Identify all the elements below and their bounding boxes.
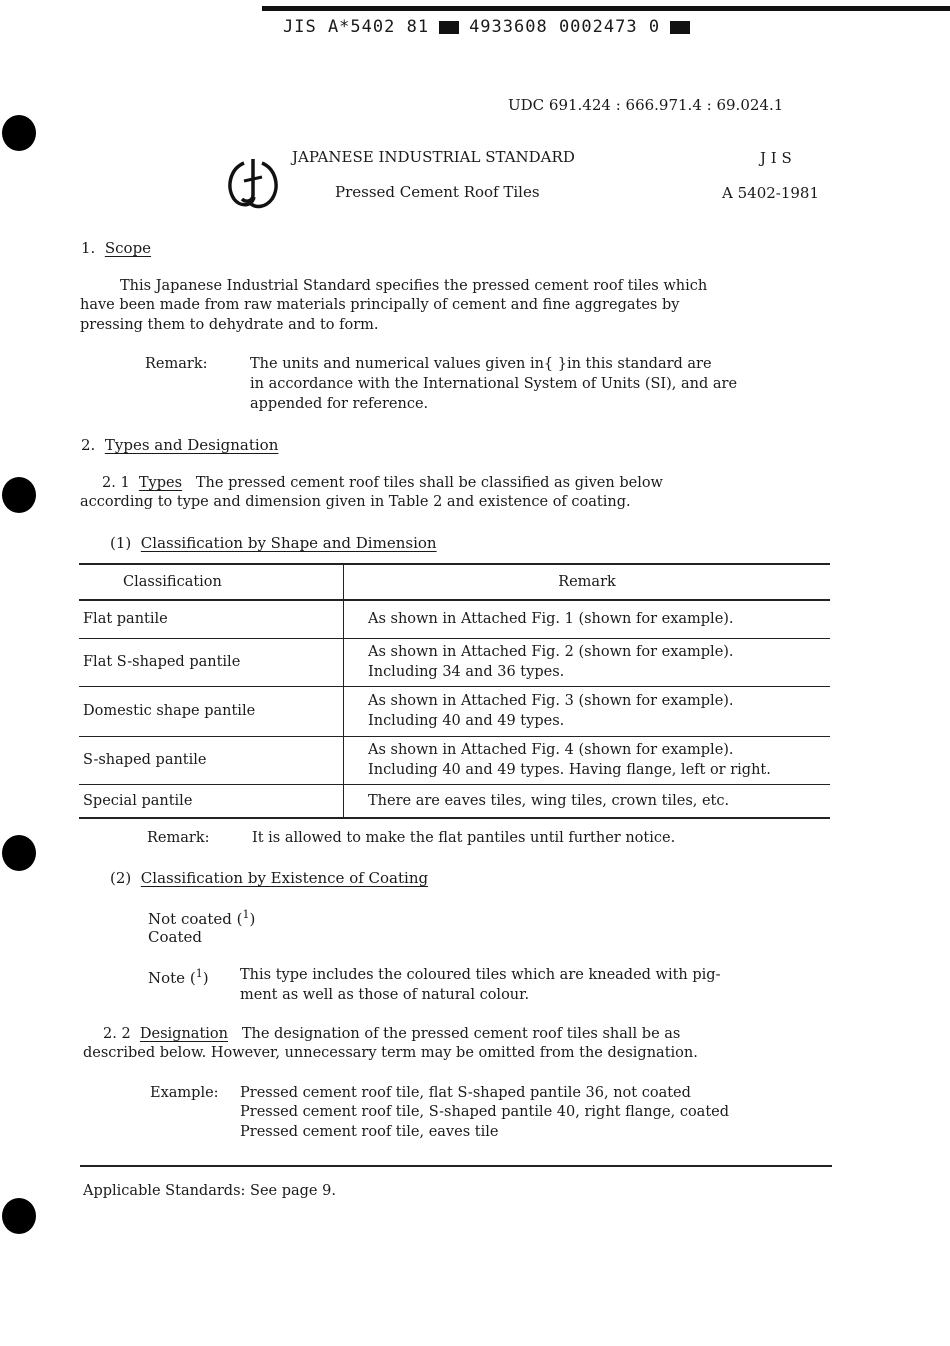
remark-line: There are eaves tiles, wing tiles, crown tiles, etc.	[368, 792, 730, 809]
remark-line: Including 34 and 36 types.	[368, 664, 565, 680]
header-code	[283, 17, 700, 37]
table-row	[79, 600, 830, 638]
standard-org: JAPANESE INDUSTRIAL STANDARD	[292, 148, 575, 166]
designation-line-2: described below. However, unnecessary term may be omitted from the designation.	[83, 1045, 698, 1061]
class2-heading	[110, 869, 428, 887]
scope-line-1: This Japanese Industrial Standard specifies the pressed cement roof tiles which	[120, 278, 708, 294]
header-classification: Classification	[79, 564, 344, 600]
coating-item-label: Not coated	[148, 910, 232, 928]
designation-text: The designation of the pressed cement roof tiles shall be as	[241, 1026, 681, 1042]
header-remark: Remark	[558, 574, 616, 590]
footer-rule	[80, 1165, 832, 1167]
note-mark: 1	[195, 967, 203, 980]
section-1-heading	[81, 239, 151, 257]
example-label: Example:	[150, 1085, 219, 1101]
designation-line-1	[103, 1026, 680, 1042]
scope-line-3: pressing them to dehydrate and to form.	[80, 317, 379, 333]
types-text: The pressed cement roof tiles shall be classified as given below	[195, 475, 663, 491]
remark-label: Remark:	[145, 356, 208, 372]
top-scan-bar	[262, 6, 950, 11]
remark-line: As shown in Attached Fig. 4 (shown for example).	[368, 742, 734, 758]
row-remark	[344, 638, 831, 686]
standard-title: Pressed Cement Roof Tiles	[335, 183, 540, 201]
list-number: (2)	[110, 869, 132, 887]
jis-label: J I S	[760, 149, 792, 167]
remark-line: Including 40 and 49 types. Having flange, left or right.	[368, 762, 771, 778]
class1-heading	[110, 534, 437, 552]
subsection-number: 2. 2	[103, 1026, 131, 1042]
table-remark-text: It is allowed to make the flat pantiles until further notice.	[252, 830, 676, 846]
remark-line: As shown in Attached Fig. 2 (shown for example).	[368, 644, 734, 660]
row-classification: Domestic shape pantile	[79, 686, 344, 736]
standard-number: A 5402-1981	[722, 184, 820, 202]
row-classification: S-shaped pantile	[79, 736, 344, 784]
section-number: 2.	[81, 436, 96, 454]
note-mark: 1	[242, 908, 250, 921]
table-header-row	[79, 564, 830, 600]
remark-line-1: The units and numerical values given in{ }in this standard are	[250, 356, 712, 372]
types-line-2: according to type and dimension given in Table 2 and existence of coating.	[80, 494, 631, 510]
coating-item-not-coated: Not coated ($^1$)	[148, 908, 256, 928]
remark-line: As shown in Attached Fig. 3 (shown for example).	[368, 693, 734, 709]
table-row	[79, 736, 830, 784]
row-remark	[344, 600, 831, 638]
types-line-1	[102, 475, 663, 491]
note-line-2: ment as well as those of natural colour.	[240, 987, 530, 1003]
header-code-left: JIS A*5402 81	[283, 17, 430, 37]
list-number: (1)	[110, 534, 132, 552]
example-line-3: Pressed cement roof tile, eaves tile	[240, 1124, 499, 1140]
row-remark	[344, 736, 831, 784]
subsection-title: Types	[138, 475, 183, 491]
header-code-right: 4933608 0002473 0	[469, 17, 661, 37]
table-row	[79, 638, 830, 686]
remark-line: Including 40 and 49 types.	[368, 713, 565, 729]
subsection-title: Designation	[139, 1026, 228, 1042]
class1-title: Classification by Shape and Dimension	[140, 534, 437, 552]
binder-hole	[2, 835, 36, 871]
classification-table	[79, 563, 830, 819]
row-classification: Flat pantile	[79, 600, 344, 638]
remark-line-2: in accordance with the International System of Units (SI), and are	[250, 376, 738, 392]
class2-title: Classification by Existence of Coating	[140, 869, 429, 887]
note-label: Note ($^1$)	[148, 967, 209, 987]
table-row	[79, 784, 830, 818]
row-classification: Flat S-shaped pantile	[79, 638, 344, 686]
udc-code: UDC 691.424 : 666.971.4 : 69.024.1	[508, 96, 784, 114]
row-classification: Special pantile	[79, 784, 344, 818]
table-remark-label: Remark:	[147, 830, 210, 846]
scope-line-2: have been made from raw materials principally of cement and fine aggregates by	[80, 297, 680, 313]
binder-hole	[2, 1198, 36, 1234]
block-mark	[439, 21, 459, 34]
note-word: Note	[148, 969, 186, 987]
example-line-2: Pressed cement roof tile, S-shaped pantile 40, right flange, coated	[240, 1104, 730, 1120]
jis-logo-icon	[224, 155, 282, 213]
binder-hole	[2, 477, 36, 513]
row-remark	[344, 784, 831, 818]
example-line-1: Pressed cement roof tile, flat S-shaped pantile 36, not coated	[240, 1085, 691, 1101]
subsection-number: 2. 1	[102, 475, 130, 491]
table-row	[79, 686, 830, 736]
footer-applicable-standards: Applicable Standards: See page 9.	[83, 1183, 336, 1199]
section-title: Scope	[104, 239, 152, 257]
section-number: 1.	[81, 239, 96, 257]
binder-hole	[2, 115, 36, 151]
row-remark	[344, 686, 831, 736]
remark-line-3: appended for reference.	[250, 396, 429, 412]
block-mark	[670, 21, 690, 34]
section-2-heading	[81, 436, 278, 454]
note-line-1: This type includes the coloured tiles which are kneaded with pig-	[240, 967, 721, 983]
coating-item-coated: Coated	[148, 928, 202, 946]
remark-line: As shown in Attached Fig. 1 (shown for example).	[368, 611, 734, 628]
section-title: Types and Designation	[104, 436, 279, 454]
